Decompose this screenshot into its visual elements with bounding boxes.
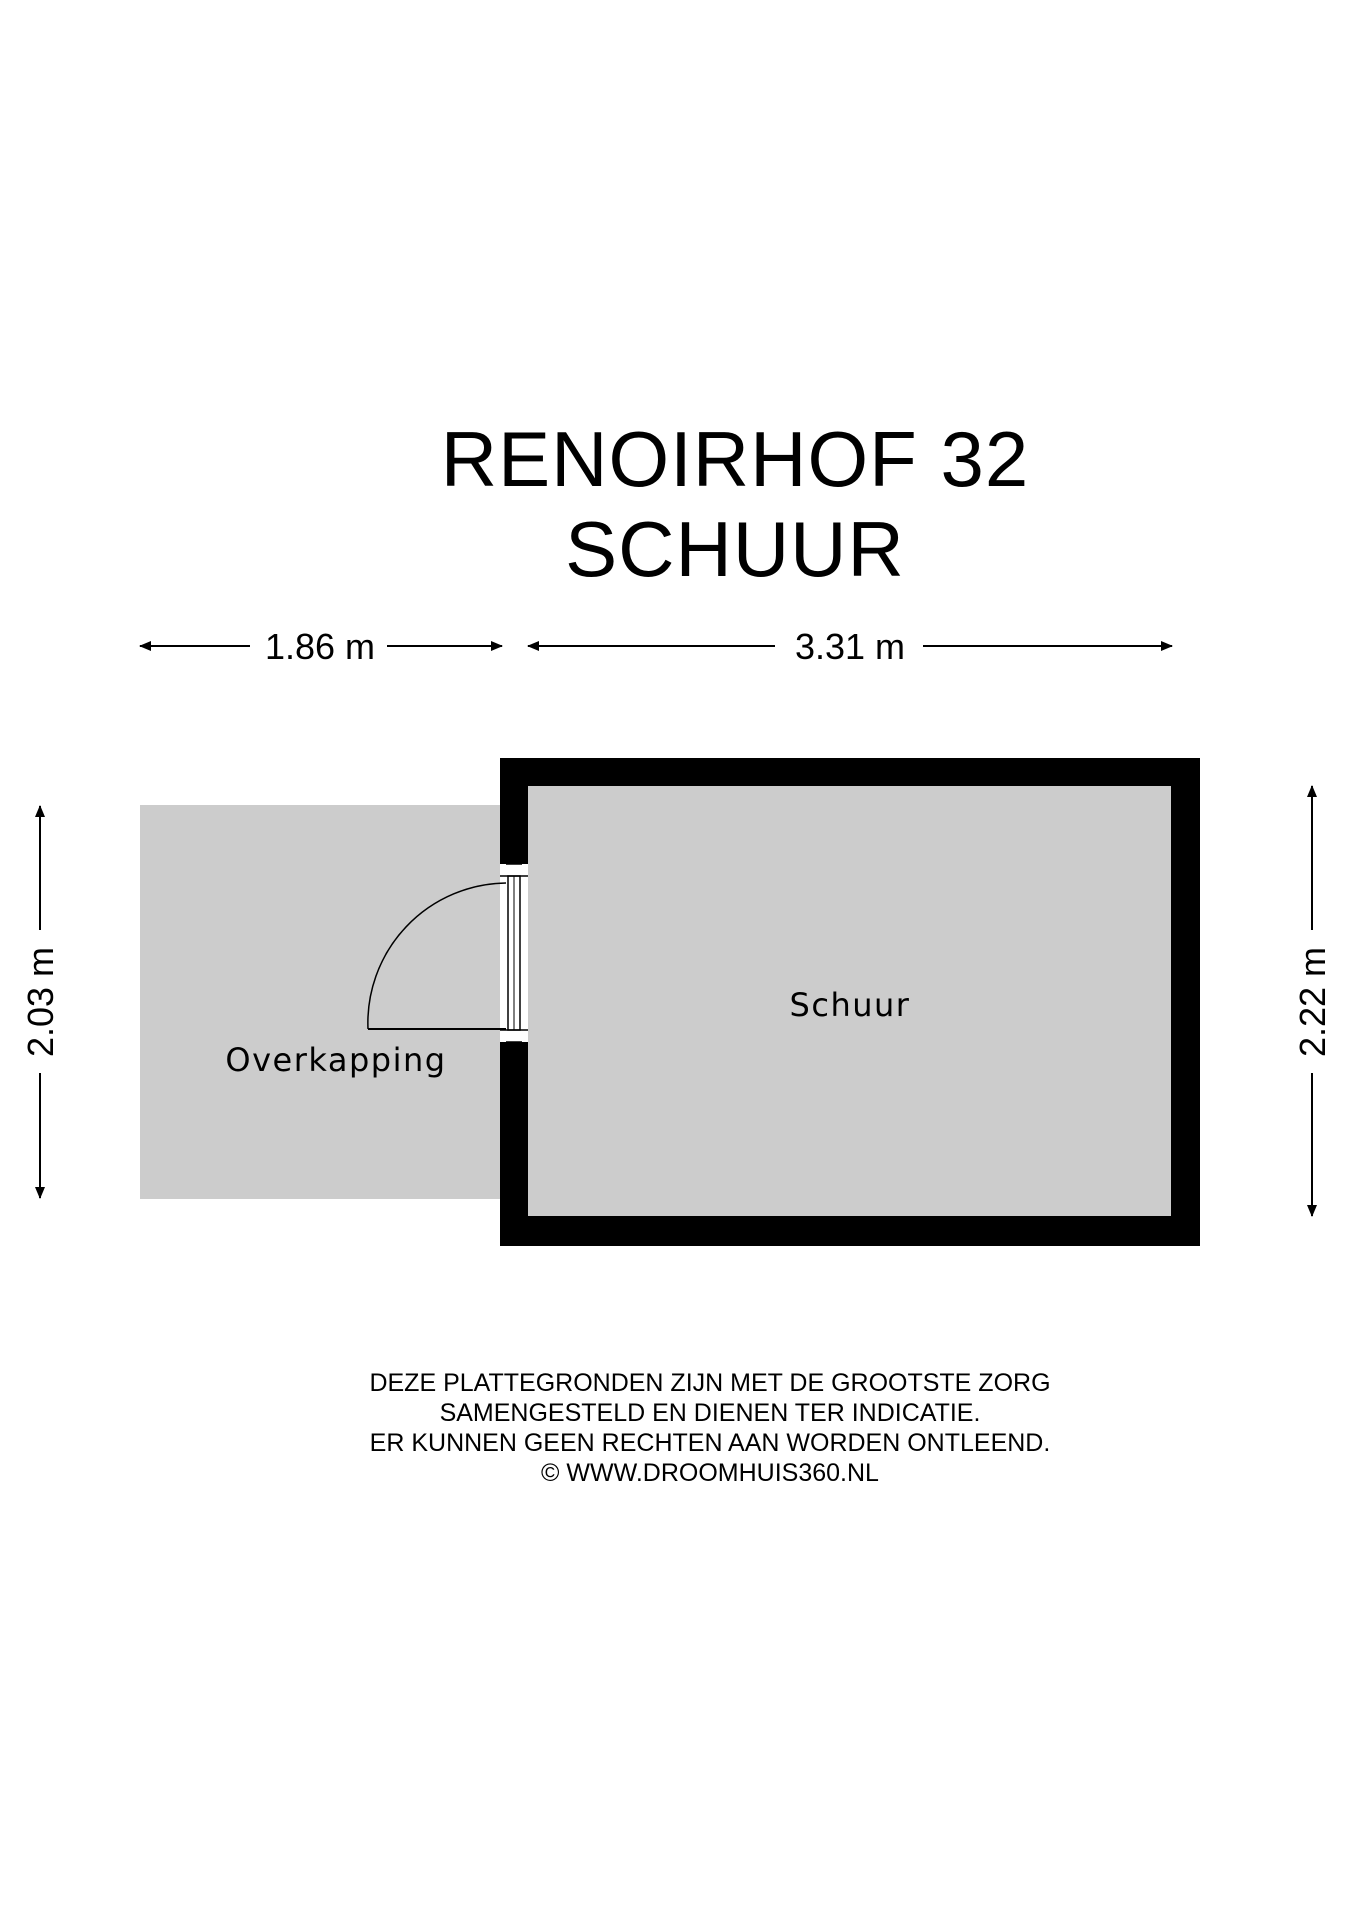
- dimension-label-schuur-width: 3.31 m: [794, 626, 906, 667]
- disclaimer-line-3: ER KUNNEN GEEN RECHTEN AAN WORDEN ONTLEEND.: [369, 1429, 1051, 1457]
- disclaimer-copyright: © WWW.DROOMHUIS360.NL: [541, 1459, 879, 1487]
- plan-subtitle: SCHUUR: [565, 505, 905, 593]
- room-label-schuur: Schuur: [789, 986, 911, 1024]
- dimension-label-schuur-depth: 2.22 m: [1292, 946, 1333, 1058]
- dimension-label-overkapping-depth: 2.03 m: [20, 946, 61, 1058]
- overkapping-floor: [140, 805, 506, 1199]
- dimension-label-overkapping-width: 1.86 m: [264, 626, 376, 667]
- disclaimer-line-2: SAMENGESTELD EN DIENEN TER INDICATIE.: [439, 1399, 981, 1427]
- plan-title: RENOIRHOF 32: [440, 415, 1030, 503]
- disclaimer-line-1: DEZE PLATTEGRONDEN ZIJN MET DE GROOTSTE ZORG: [369, 1369, 1051, 1397]
- disclaimer: [300, 1368, 1120, 1488]
- room-label-overkapping: Overkapping: [225, 1041, 447, 1079]
